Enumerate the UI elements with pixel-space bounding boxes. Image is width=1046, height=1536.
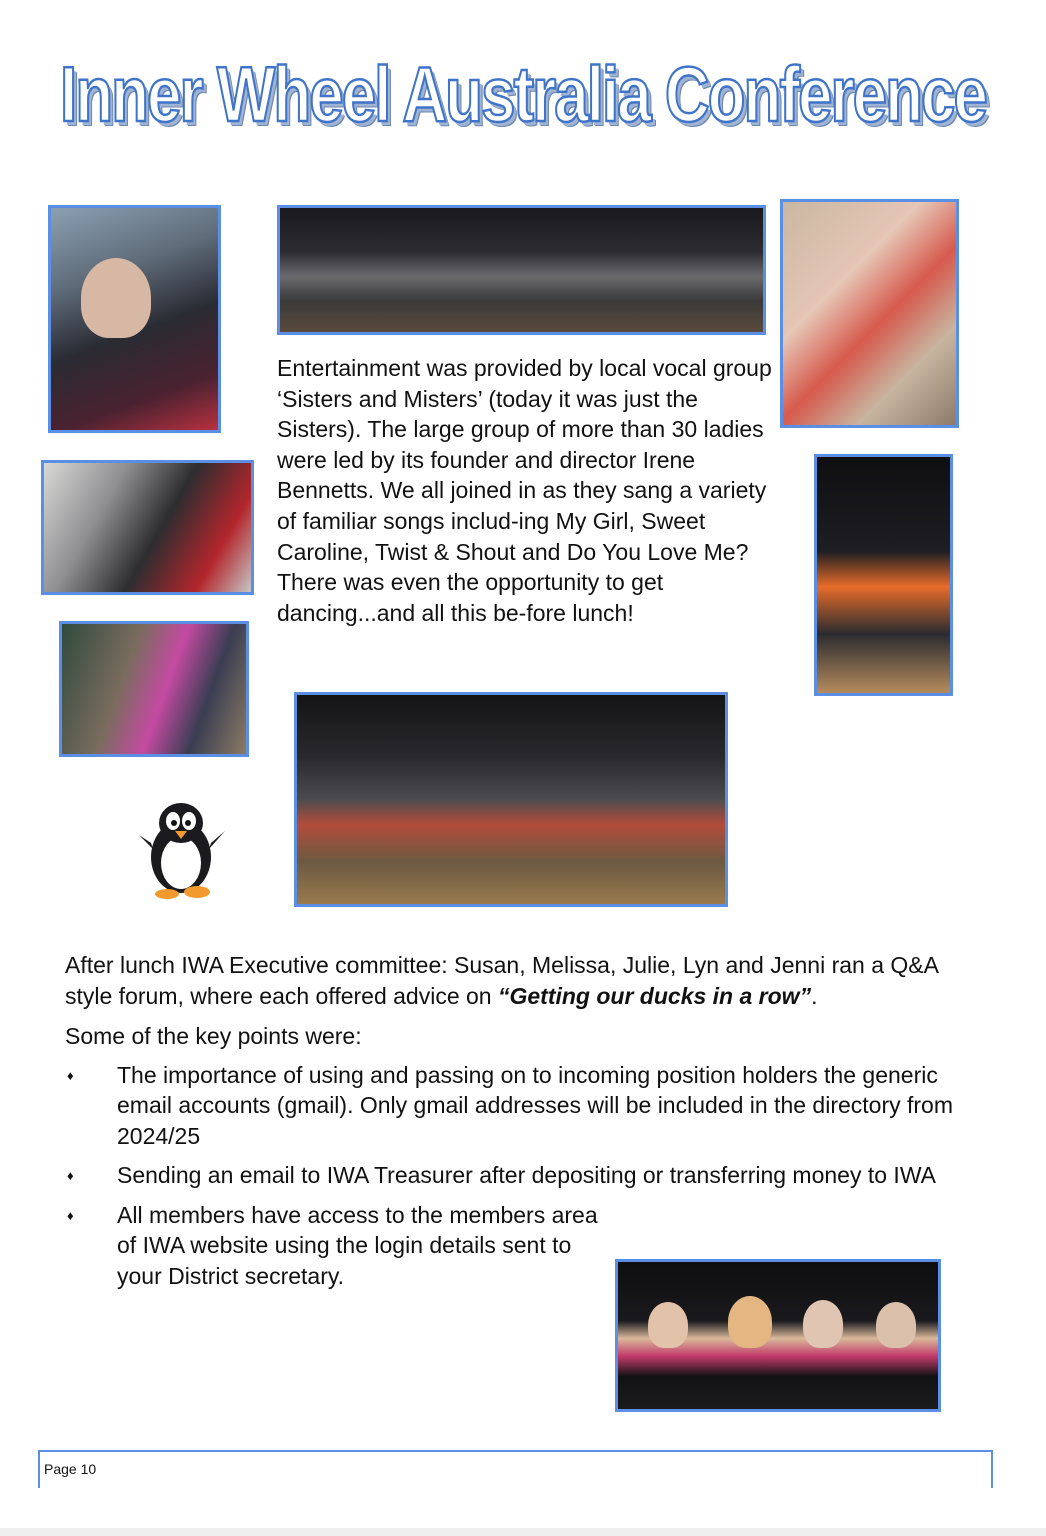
footer-border-right: [991, 1450, 993, 1488]
list-item: ♦ The importance of using and passing on to incoming position holders the generic email accounts (gmail). Only gmail addresses will be included in the directory from 2024/25: [67, 1061, 954, 1149]
photo-two-women-dancing: [780, 199, 959, 428]
photo-women-dancing-orange: [814, 454, 953, 696]
page-bottom-edge: [0, 1528, 1046, 1536]
page-number: Page 10: [44, 1461, 97, 1477]
photo-panel-forum: [615, 1259, 941, 1412]
photo-women-dancing-hall: [41, 460, 254, 595]
photo-woman-waving: [48, 205, 221, 433]
footer-divider: [38, 1450, 993, 1452]
key-points-list: [65, 1060, 965, 1292]
forum-section: [65, 950, 965, 1300]
penguin-icon: [135, 797, 227, 901]
key-points-intro: Some of the key points were:: [65, 1023, 362, 1049]
page-title: Inner Wheel Australia Conference: [60, 52, 986, 139]
forum-emphasis: “Getting our ducks in a row”: [497, 982, 812, 1009]
footer-border-left: [38, 1450, 40, 1488]
entertainment-paragraph: Entertainment was provided by local vocal group ‘Sisters and Misters’ (today it was just the Sisters). The large group of more than 30 ladies were led by its founder and director Irene Bennetts. We all joined in as they sang a variety of familiar songs includ-ing My Girl, Sweet Caroline, Twist & Shout and Do You Love Me? There was even the opportunity to get dancing...and all this be-fore lunch!: [277, 355, 772, 626]
photo-dancers-group: [59, 621, 249, 757]
diamond-bullet-icon: ♦: [67, 1207, 74, 1223]
photo-dance-floor: [294, 692, 728, 907]
photo-choir-performance: [277, 205, 766, 335]
diamond-bullet-icon: ♦: [67, 1067, 74, 1083]
diamond-bullet-icon: ♦: [67, 1168, 74, 1183]
forum-lead: After lunch IWA Executive committee: Susan, Melissa, Julie, Lyn and Jenni ran a Q&A style forum, where each offered advice on “Getting our ducks in a row”.: [65, 952, 938, 1009]
list-item: ♦ All members have access to the members area of IWA website using the login details sent to your District secretary.: [67, 1201, 598, 1289]
list-item: ♦ Sending an email to IWA Treasurer after depositing or transferring money to IWA: [65, 1160, 965, 1191]
